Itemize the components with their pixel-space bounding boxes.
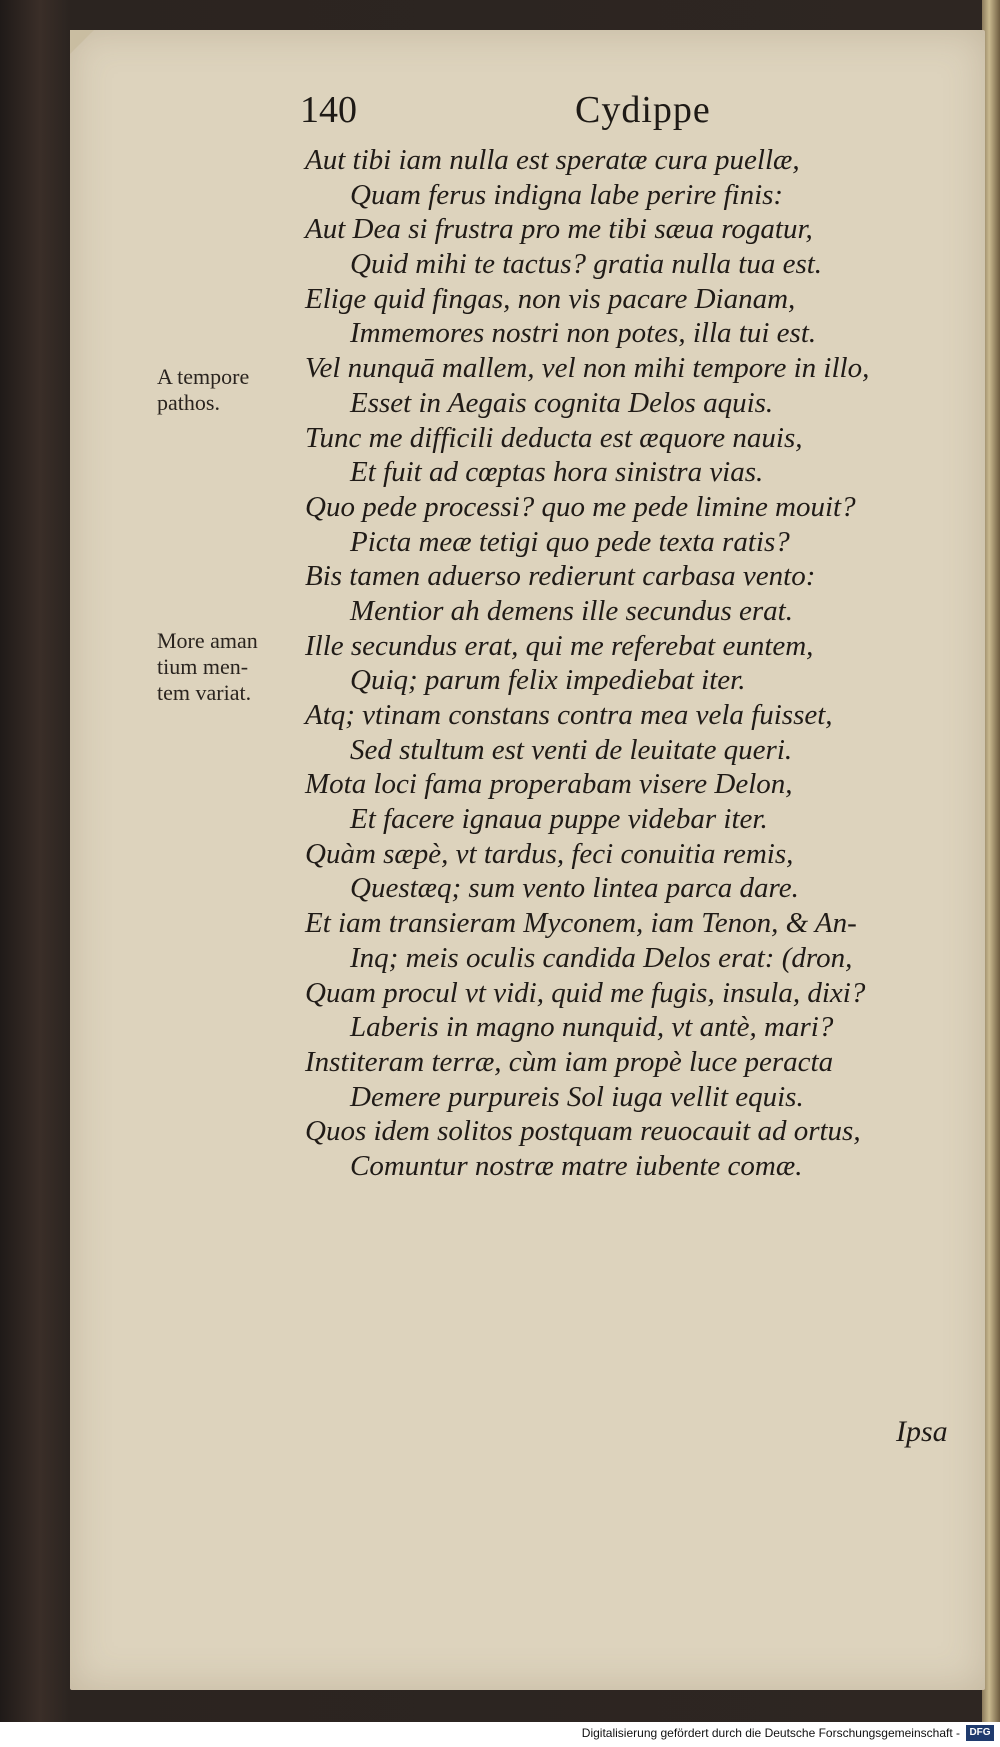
verse-line: Immemores nostri non potes, illa tui est. bbox=[350, 317, 817, 350]
verse-line: Comuntur nostræ matre iubente comæ. bbox=[350, 1149, 803, 1182]
page-number: 140 bbox=[300, 89, 357, 131]
verse-line: Et fuit ad cœptas hora sinistra vias. bbox=[350, 456, 764, 489]
verse-line: Institeram terræ, cùm iam propè luce peracta bbox=[305, 1045, 834, 1078]
verse-line: Quàm sæpè, vt tardus, feci conuitia remis, bbox=[305, 837, 794, 870]
verse-line: Quo pede processi? quo me pede limine mouit? bbox=[305, 490, 856, 523]
verse-line: Bis tamen aduerso redierunt carbasa vento: bbox=[305, 560, 816, 593]
sidenote-more-amantium bbox=[157, 628, 297, 706]
funding-credit: Digitalisierung gefördert durch die Deutsche Forschungsgemeinschaft - bbox=[581, 1726, 960, 1740]
page-header bbox=[300, 88, 720, 138]
verse-line: Mentior ah demens ille secundus erat. bbox=[350, 594, 793, 627]
verse-line: Quos idem solitos postquam reuocauit ad ortus, bbox=[305, 1115, 861, 1148]
running-title: Cydippe bbox=[575, 89, 711, 131]
verse-line: Quiq; parum felix impediebat iter. bbox=[350, 664, 746, 697]
verse-line: Atq; vtinam constans contra mea vela fuisset, bbox=[305, 699, 833, 731]
verse-line: Picta meæ tetigi quo pede texta ratis? bbox=[350, 525, 790, 558]
verse-line: Questæq; sum vento lintea parca dare. bbox=[350, 872, 799, 905]
sidenote-line: More aman bbox=[157, 628, 258, 653]
verse-line: Elige quid fingas, non vis pacare Dianam, bbox=[305, 282, 796, 315]
verse-line: Quam ferus indigna labe perire finis: bbox=[350, 178, 784, 211]
sidenote-line: A tempore bbox=[157, 364, 250, 389]
verse-line: Mota loci fama properabam visere Delon, bbox=[305, 768, 793, 801]
dfg-logo-icon: DFG bbox=[966, 1725, 994, 1741]
verse-line: Esset in Aegais cognita Delos aquis. bbox=[350, 386, 774, 419]
verse-line: Et iam transieram Myconem, iam Tenon, & An- bbox=[305, 907, 857, 940]
verse-body bbox=[305, 143, 975, 1184]
catchword: Ipsa bbox=[896, 1415, 948, 1448]
verse-line: Demere purpureis Sol iuga vellit equis. bbox=[350, 1080, 804, 1113]
verse-line: Aut tibi iam nulla est speratæ cura puellæ, bbox=[305, 144, 800, 176]
verse-line: Laberis in magno nunquid, vt antè, mari? bbox=[350, 1011, 834, 1044]
sidenote-line: tium men- bbox=[157, 654, 249, 679]
verse-line: Sed stultum est venti de leuitate queri. bbox=[350, 733, 793, 766]
footer-bar bbox=[0, 1722, 1000, 1747]
verse-line: Inq; meis oculis candida Delos erat: (dron, bbox=[350, 941, 853, 974]
sidenote-a-tempore bbox=[157, 364, 297, 416]
verse-line: Quid mihi te tactus? gratia nulla tua est. bbox=[350, 248, 823, 281]
verse-line: Tunc me difficili deducta est æquore nauis, bbox=[305, 421, 803, 454]
sidenote-line: tem variat. bbox=[157, 680, 252, 705]
verse-line: Ille secundus erat, qui me referebat euntem, bbox=[305, 629, 814, 662]
verse-line: Et facere ignaua puppe videbar iter. bbox=[350, 803, 768, 836]
verse-line: Vel nunquā mallem, vel non mihi tempore in illo, bbox=[305, 352, 870, 385]
sidenote-line: pathos. bbox=[157, 390, 220, 415]
verse-line: Aut Dea si frustra pro me tibi sæua rogatur, bbox=[305, 213, 813, 246]
verse-line: Quam procul vt vidi, quid me fugis, insula, dixi? bbox=[305, 976, 866, 1009]
